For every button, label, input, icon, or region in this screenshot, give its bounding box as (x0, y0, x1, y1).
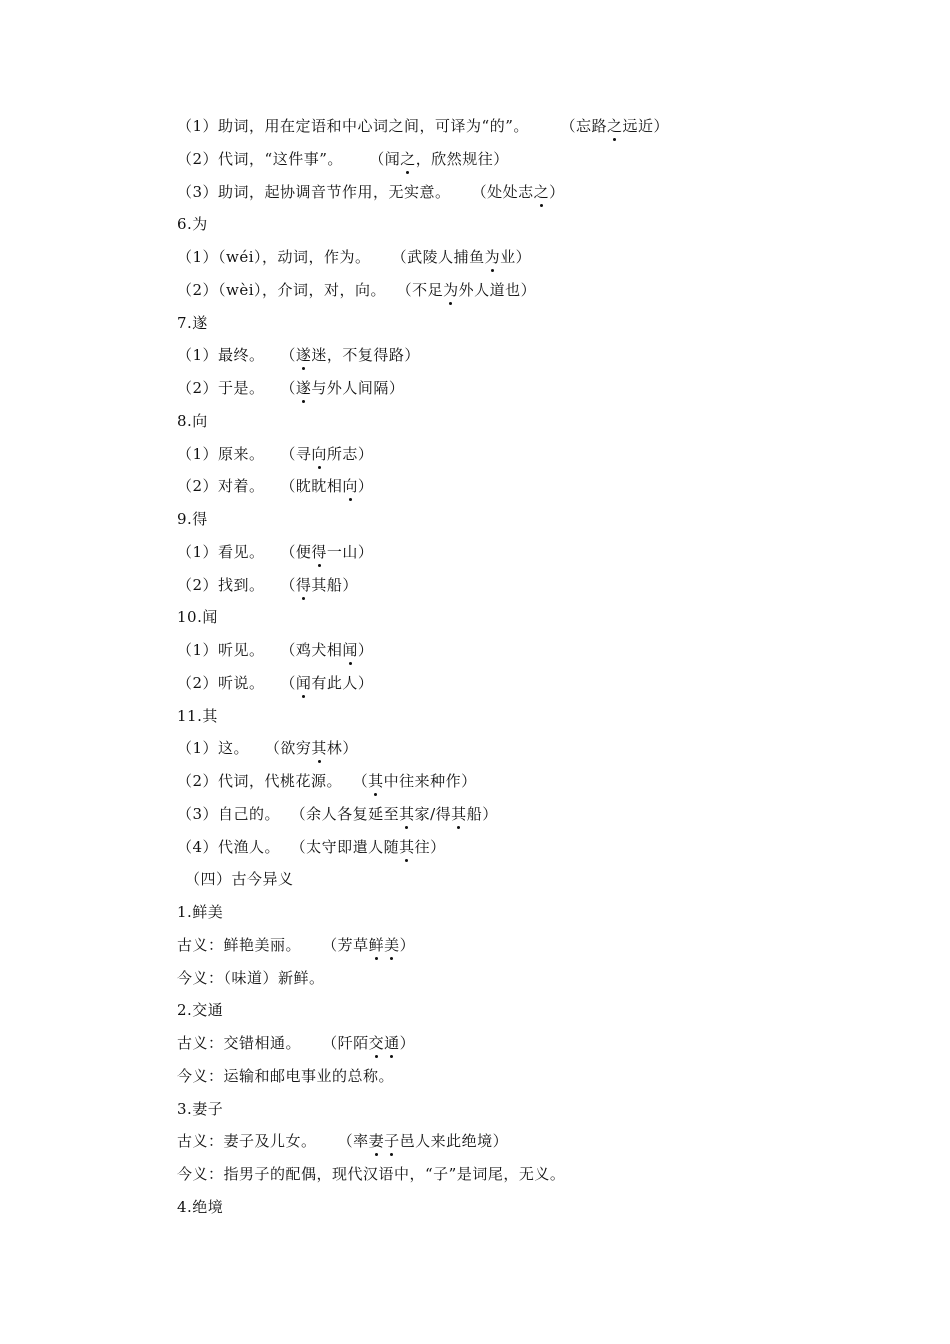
line-text: ） (357, 641, 374, 659)
text-line (177, 706, 218, 726)
line-text: ） (549, 182, 565, 201)
text-line (177, 182, 565, 202)
line-text: （1）助词，用在定语和中心词之间，可译为“的”。 （忘路 (177, 117, 607, 135)
text-line (177, 738, 358, 758)
text-line (177, 1197, 223, 1217)
line-text: 8.向 (177, 411, 208, 430)
line-text: （2）找到。 （ (177, 575, 296, 594)
line-text: ） (357, 477, 374, 496)
line-text: 古义：鲜艳美丽。 （芳草 (177, 935, 369, 954)
line-text: （2）听说。 （ (177, 673, 296, 692)
emphasized-character: 其 (451, 804, 467, 823)
line-text: （3）自己的。 （余人各复延至 (177, 804, 400, 823)
text-line (177, 509, 208, 529)
text-line (177, 149, 509, 169)
emphasized-character: 其 (368, 772, 384, 790)
line-text: （3）助词，起协调音节作用，无实意。 （处处志 (177, 182, 534, 201)
line-text: 其船） (311, 575, 358, 594)
text-line (177, 575, 358, 595)
text-line (177, 804, 498, 824)
text-line (177, 1066, 394, 1086)
line-text: 9.得 (177, 510, 208, 528)
line-text: 有此人） (311, 673, 374, 692)
line-text: ） (399, 935, 416, 954)
line-text: 林） (326, 739, 358, 758)
line-text: 今义：运输和邮电事业的总称。 (177, 1066, 395, 1085)
emphasized-character: 闻 (342, 641, 358, 659)
text-line (177, 673, 373, 693)
line-text: 一山） (326, 542, 374, 561)
text-line (177, 247, 531, 267)
emphasized-character: 得 (295, 575, 312, 594)
text-line (177, 411, 208, 431)
line-text: 与外人间隔） (311, 379, 405, 397)
text-line (177, 968, 325, 988)
line-text: 迷，不复得路） (311, 346, 420, 365)
line-text: （1）听见。 （鸡犬相 (177, 641, 343, 659)
line-text: 4.绝境 (177, 1197, 224, 1216)
emphasized-character: 得 (311, 542, 327, 561)
emphasized-character: 为 (484, 248, 501, 266)
line-text: 今义：（味道）新鲜。 (177, 968, 325, 987)
text-line (177, 378, 404, 398)
emphasized-character: 遂 (295, 346, 312, 365)
emphasized-character: 闻 (295, 673, 312, 692)
line-text: 家/得 (414, 804, 452, 823)
text-line (177, 476, 373, 496)
text-line (177, 1033, 415, 1053)
line-text: 今义：指男子的配偶，现代汉语中，“子”是词尾，无义。 (177, 1165, 566, 1183)
text-line (177, 935, 415, 955)
line-text: （1）看见。 （便 (177, 542, 312, 561)
text-line (177, 214, 208, 234)
text-line (177, 837, 446, 857)
line-text: 远近） (622, 117, 670, 135)
line-text: （2）代词，“这件事”。 （闻 (177, 149, 401, 168)
text-line (177, 1131, 508, 1151)
line-text: 1.鲜美 (177, 903, 224, 921)
line-text: （四）古今异义 (185, 870, 294, 889)
line-text: （2）对着。 （眈眈相 (177, 477, 343, 496)
emphasized-character: 之 (400, 149, 416, 168)
line-text: ） (399, 1034, 416, 1052)
line-text: 业） (500, 248, 532, 266)
text-line (177, 1164, 565, 1184)
emphasized-character: 之 (533, 182, 550, 201)
line-text: （2）（wèi），介词，对，向。 （不足 (177, 280, 444, 299)
line-text: （1）最终。 （ (177, 346, 296, 365)
emphasized-character: 鲜 (368, 935, 385, 954)
emphasized-character: 遂 (295, 379, 312, 397)
line-text: 7.遂 (177, 313, 208, 332)
emphasized-character: 子 (384, 1132, 400, 1151)
emphasized-character: 通 (384, 1034, 400, 1052)
line-text: （2）代词，代桃花源。 （ (177, 772, 369, 790)
emphasized-character: 其 (399, 837, 415, 856)
text-line (177, 607, 218, 627)
text-line (177, 345, 420, 365)
line-text: （1）原来。 （寻 (177, 444, 312, 463)
emphasized-character: 其 (399, 804, 415, 823)
text-line (177, 444, 373, 464)
text-line (177, 902, 223, 922)
line-text: 中往来种作） (383, 772, 477, 790)
line-text: 船） (466, 804, 498, 823)
emphasized-character: 为 (443, 280, 459, 299)
text-line (177, 116, 669, 136)
line-text: 古义：妻子及儿女。 （率 (177, 1132, 369, 1151)
emphasized-character: 向 (311, 444, 327, 463)
line-text: 3.妻子 (177, 1099, 224, 1118)
text-line (177, 771, 477, 791)
emphasized-character: 向 (342, 477, 358, 496)
line-text: 往） (414, 837, 446, 856)
text-line (185, 869, 294, 889)
text-line (177, 542, 373, 562)
text-line (177, 280, 536, 300)
emphasized-character: 之 (607, 117, 623, 135)
text-line (177, 640, 373, 660)
emphasized-character: 美 (384, 935, 400, 954)
line-text: 6.为 (177, 215, 208, 234)
text-line (177, 313, 208, 333)
line-text: ，欣然规往） (415, 149, 509, 168)
line-text: （1）（wéi），动词，作为。 （武陵人捕鱼 (177, 248, 485, 266)
text-line (177, 1099, 223, 1119)
line-text: （4）代渔人。 （太守即遣人随 (177, 837, 400, 856)
line-text: 古义：交错相通。 （阡陌 (177, 1034, 369, 1052)
emphasized-character: 妻 (368, 1132, 385, 1151)
emphasized-character: 交 (368, 1034, 385, 1052)
line-text: （1）这。 （欲穷 (177, 739, 312, 758)
line-text: 2.交通 (177, 1001, 224, 1020)
line-text: 邑人来此绝境） (399, 1132, 509, 1151)
line-text: （2）于是。 （ (177, 379, 296, 397)
line-text: 外人道也） (458, 280, 537, 299)
emphasized-character: 其 (311, 739, 327, 758)
line-text: 11.其 (177, 706, 218, 725)
line-text: 10.闻 (177, 608, 218, 627)
text-line (177, 1000, 223, 1020)
line-text: 所志） (326, 444, 374, 463)
